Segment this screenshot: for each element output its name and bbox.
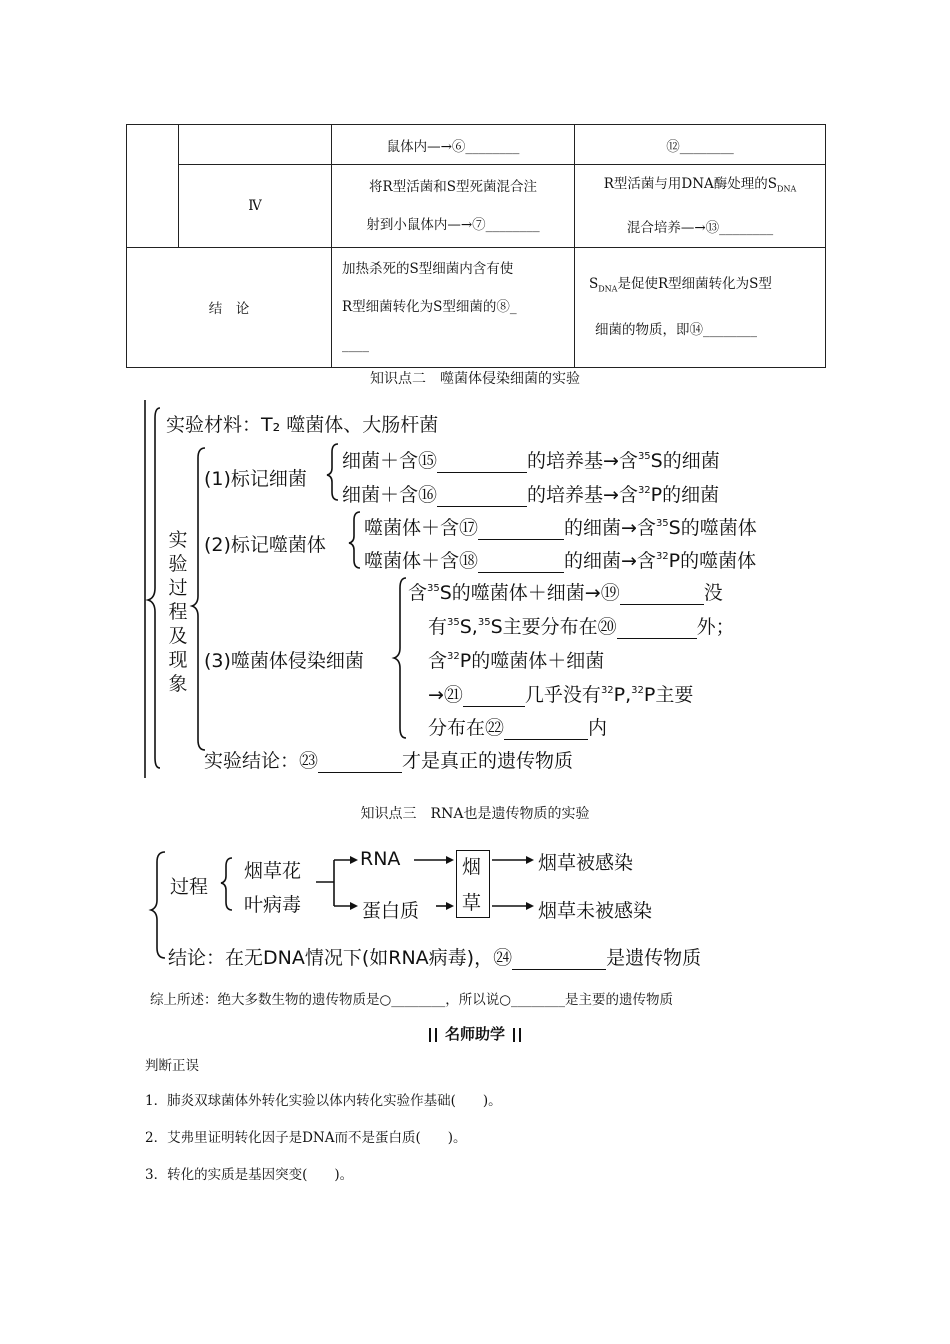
step2-line-a <box>364 513 757 540</box>
step2-label: (2)标记噬菌体 <box>204 534 326 556</box>
question-item-1: 1．肺炎双球菌体外转化实验以体内转化实验作基础( )。 <box>145 1093 502 1109</box>
text: 内 <box>588 717 608 739</box>
text: S的噬菌体 <box>668 517 757 539</box>
section-title: 知识点二 噬菌体侵染细菌的实验 <box>370 371 580 387</box>
tobacco-char-2: 草 <box>462 892 482 914</box>
text: 细菌＋含⑮ <box>342 450 438 472</box>
superscript: 35 <box>637 451 651 462</box>
text: 才是真正的遗传物质 <box>402 750 574 772</box>
row-label: 结 论 <box>208 301 250 318</box>
cell-line: 混合培养—→⑬________ <box>626 219 774 236</box>
result-infected: 烟草被感染 <box>538 852 634 874</box>
summary-line: 综上所述：绝大多数生物的遗传物质是○________，所以说○________是主要的遗传物质 <box>150 992 674 1008</box>
subscript: DNA <box>598 285 618 295</box>
step1-line-a <box>342 446 720 473</box>
step3-line-1 <box>408 578 723 605</box>
blank <box>318 752 402 773</box>
text: 含 <box>408 582 428 604</box>
blank <box>463 686 525 707</box>
step3-line-2 <box>428 612 735 639</box>
text: 有 <box>428 616 448 638</box>
blank <box>504 719 588 740</box>
step3-line-4 <box>428 680 693 707</box>
blank <box>512 949 606 970</box>
cell-line: 细菌的物质，即⑭________ <box>595 322 757 339</box>
cell-line: 将R型活菌和S型死菌混合注 <box>369 178 537 195</box>
superscript: 35 <box>427 583 440 594</box>
tobacco-char-1: 烟 <box>462 856 482 878</box>
step1-label: (1)标记细菌 <box>204 468 307 490</box>
superscript: 32 <box>631 685 644 696</box>
cell-line: 射到小鼠体内—→⑦________ <box>366 216 540 233</box>
process-label: 实验过程及现象 <box>168 529 188 695</box>
text: 实验结论：㉓ <box>204 750 319 772</box>
text: 分布在㉒ <box>428 717 505 739</box>
step1-line-b <box>342 480 719 507</box>
blank <box>478 519 564 540</box>
text: 噬菌体＋含⑰ <box>364 517 479 539</box>
text: 几乎没有 <box>524 684 601 706</box>
text: 细菌＋含⑯ <box>342 484 438 506</box>
text: 噬菌体＋含⑱ <box>364 550 479 572</box>
row-label: Ⅳ <box>248 197 262 214</box>
superscript: 32 <box>655 551 669 562</box>
step2-line-b <box>364 546 756 573</box>
helper-header <box>0 1023 950 1044</box>
text: S, <box>459 616 478 638</box>
text: P主要 <box>643 684 694 706</box>
divider-bar <box>429 1028 437 1042</box>
text: 是遗传物质 <box>606 947 702 969</box>
cell-line: R型细菌转化为S型细菌的⑧_ <box>342 299 517 316</box>
process-label: 过程 <box>170 876 209 898</box>
blank <box>437 452 527 473</box>
text: S的细菌 <box>650 450 720 472</box>
text: 含 <box>428 650 448 672</box>
superscript: 32 <box>600 685 614 696</box>
divider-bar <box>513 1028 521 1042</box>
question-item-2: 2．艾弗里证明转化因子是DNA而不是蛋白质( )。 <box>145 1130 467 1146</box>
text: 结论：在无DNA情况下(如RNA病毒)，㉔ <box>168 947 513 969</box>
text: P, <box>613 684 632 706</box>
conclusion-line <box>168 943 701 970</box>
text: 的培养基→含 <box>527 484 638 506</box>
text: S主要分布在⑳ <box>490 616 617 638</box>
cell-text: R型活菌与用DNA酶处理的S <box>603 176 778 192</box>
text: S的噬菌体＋细菌→⑲ <box>439 582 620 604</box>
helper-title: 名师助学 <box>444 1025 505 1043</box>
cell-text: 是促使R型细菌转化为S型 <box>617 276 772 293</box>
material-line: 实验材料：T₂ 噬菌体、大肠杆菌 <box>166 414 439 436</box>
conclusion-line <box>204 746 573 773</box>
superscript: 32 <box>447 651 460 662</box>
section-title: 知识点三 RNA也是遗传物质的实验 <box>360 806 590 822</box>
text: P的噬菌体 <box>668 550 757 572</box>
subscript: DNA <box>777 184 797 194</box>
question-item-3: 3．转化的实质是基因突变( )。 <box>145 1167 354 1183</box>
cell-line: ____ <box>342 337 369 354</box>
virus-name-line1: 烟草花 <box>244 860 302 882</box>
text: 的细菌→含 <box>564 550 656 572</box>
superscript: 35 <box>447 617 460 628</box>
text: P的噬菌体＋细菌 <box>459 650 605 672</box>
superscript: 35 <box>655 518 669 529</box>
result-not-infected: 烟草未被感染 <box>538 900 653 922</box>
helper-subtitle: 判断正误 <box>145 1058 199 1074</box>
step3-label: (3)噬菌体侵染细菌 <box>204 650 364 672</box>
cell-text: 鼠体内—→⑥________ <box>386 138 520 155</box>
superscript: 35 <box>477 617 491 628</box>
blank <box>437 486 527 507</box>
rna-label: RNA <box>360 848 401 870</box>
cell-line: 加热杀死的S型细菌内含有使 <box>342 261 514 278</box>
text: 外； <box>696 616 735 638</box>
text: 没 <box>703 582 723 604</box>
step3-line-3 <box>428 646 604 673</box>
text: →㉑ <box>428 684 463 706</box>
protein-label: 蛋白质 <box>362 900 420 922</box>
blank <box>617 618 697 639</box>
superscript: 32 <box>637 485 651 496</box>
text: P的细菌 <box>650 484 720 506</box>
cell-text: ⑫________ <box>666 138 734 155</box>
step3-line-5 <box>428 713 607 740</box>
text: 的细菌→含 <box>564 517 656 539</box>
blank <box>620 584 704 605</box>
cell-text: S <box>589 276 599 293</box>
virus-name-line2: 叶病毒 <box>244 894 302 916</box>
text: 的培养基→含 <box>527 450 638 472</box>
blank <box>478 552 564 573</box>
